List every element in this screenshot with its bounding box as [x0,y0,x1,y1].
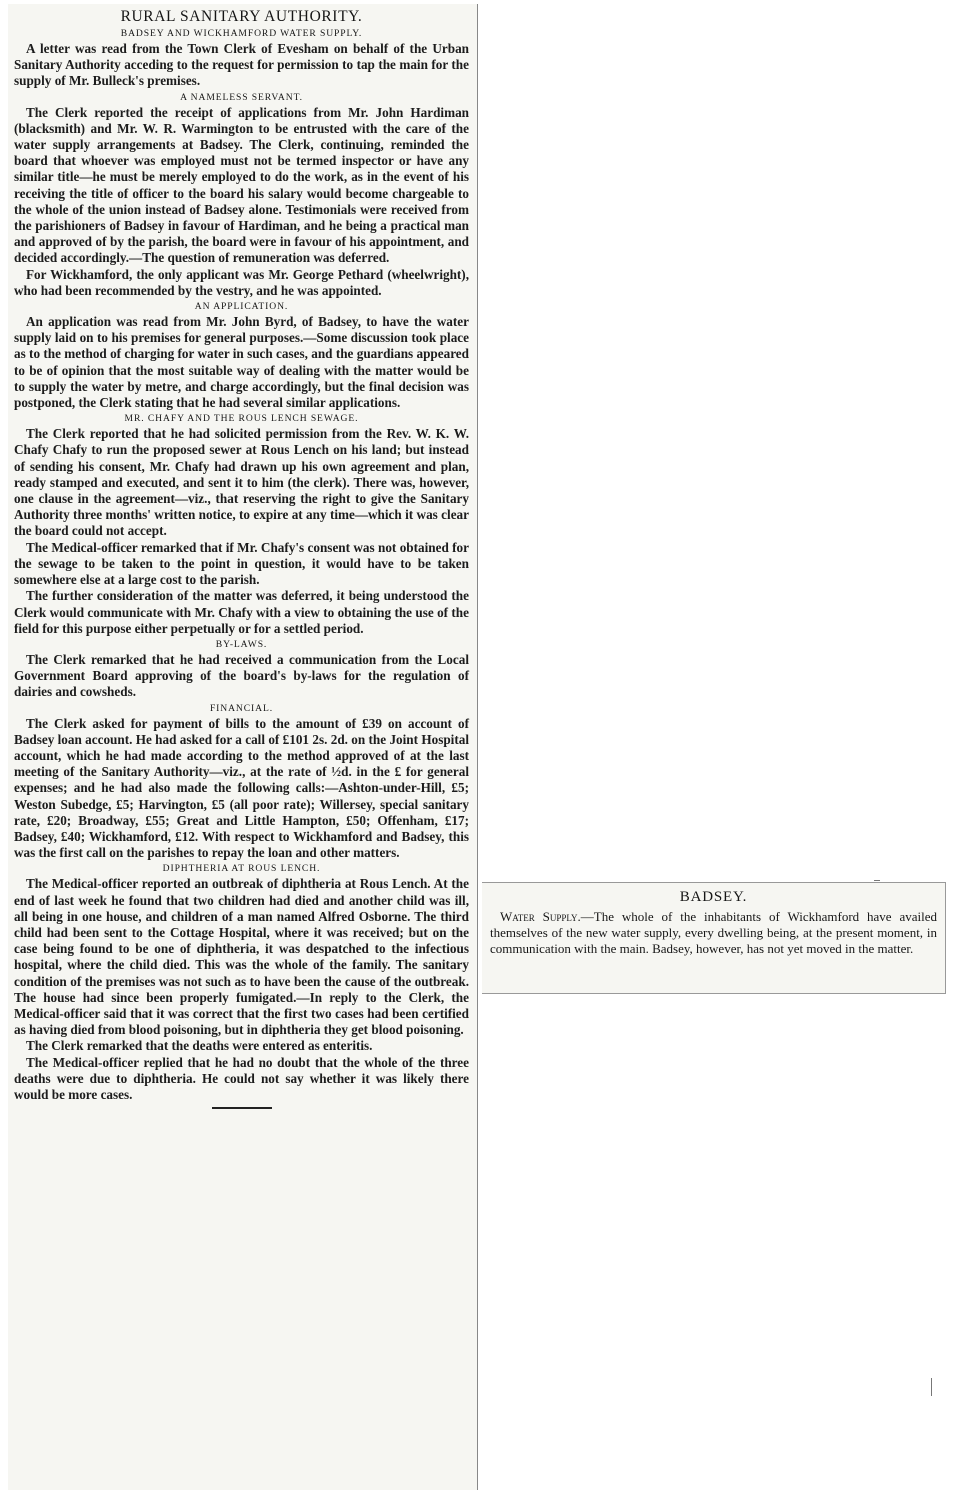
section-application [14,300,469,411]
section-rous-lench-sewage [14,412,469,637]
paragraph: The Clerk remarked that he had received a communication from the Local Government Board approving of the board's by-laws for the regulation of dairies and cowsheds. [14,651,469,700]
end-rule [212,1107,272,1109]
section-heading: BY-LAWS. [215,638,268,650]
section-heading: A NAMELESS SERVANT. [180,91,303,103]
article-title: BADSEY. [679,889,748,905]
section-heading: MR. CHAFY AND THE ROUS LENCH SEWAGE. [124,413,359,425]
paragraph: An application was read from Mr. John Byrd, of Badsey, to have the water supply laid on to his premises for general purposes.—Some discussion took place as to the method of charging for water in such cases, and the guardians appeared to be of opinion that the most suitable way of dealing with the matter would be to supply the water by metre, and charge accordingly, but the final decision was postponed, the Clerk stating that he had several similar applications. [14,314,469,411]
paragraph: For Wickhamford, the only applicant was Mr. George Pethard (wheelwright), who had been recommended by the vestry, and he was appointed. [14,266,469,298]
article-title: RURAL SANITARY AUTHORITY. [120,8,363,25]
paragraph-body: —The whole of the inhabitants of Wickhamford have availed themselves of the new water supply, every dwelling being, at the present moment, in communication with the main. Badsey, however, has not yet moved in the matter. [490,909,938,956]
paragraph: The Medical-officer replied that he had no doubt that the whole of the three deaths were due to diphtheria. He could not say whether it was likely there would be more cases. [14,1054,469,1102]
section-by-laws [14,638,469,701]
paragraph [490,909,937,957]
scan-speck [931,1378,932,1396]
paragraph: The further consideration of the matter was deferred, it being understood the Clerk would communicate with Mr. Chafy with a view to obtaining the use of the field for this purpose either perpetually or for a settled period. [14,588,469,636]
rural-sanitary-clipping [8,4,478,1490]
paragraph: The Clerk reported that he had solicited permission from the Rev. W. K. W. Chafy Chafy to run the proposed sewer at Rous Lench on his land; but instead of sending his consent, Mr. Chafy had drawn up his own agreement and plan, ready stamped and executed, and sent it to him (the clerk). There was, however, one clause in the agreement—viz., that reserving the right to give the Sanitary Authority three months' written notice, to expire at any time—which it was clear the board could not accept. [14,426,469,539]
section-heading: BADSEY AND WICKHAMFORD WATER SUPPLY. [120,28,363,39]
section-financial [14,702,469,862]
section-heading: AN APPLICATION. [194,301,289,313]
badsey-clipping [482,882,946,994]
paragraph: The Clerk remarked that the deaths were entered as enteritis. [26,1038,373,1054]
section-nameless-servant [14,91,469,299]
paragraph: A letter was read from the Town Clerk of Evesham on behalf of the Urban Sanitary Authority acceding to the request for permission to tap the main for the supply of Mr. Bulleck's premises. [14,41,469,89]
paragraph-lead: Water Supply. [500,909,581,924]
scan-speck [874,880,880,881]
section-heading: DIPHTHERIA AT ROUS LENCH. [162,863,321,875]
paragraph: The Clerk asked for payment of bills to the amount of £39 on account of Badsey loan account. He had asked for a call of £101 2s. 2d. on the Joint Hospital account, which he had made according to the method approved of at the last meeting of the Sanitary Authority—viz., at the rate of ½d. in the £ for general expenses; and he had also made the following calls:—Ashton-under-Hill, £5; Weston Subedge, £5; Harvington, £5 (all poor rate); Willersey, special sanitary rate, £20; Broadway, £55; Great and Little Hampton, £50; Offenham, £17; Badsey, £40; Wickhamford, £12. With respect to Wickhamford and Badsey, this was the first call on the parishes to repay the loan and other matters. [14,715,469,861]
paragraph: The Medical-officer remarked that if Mr. Chafy's consent was not obtained for the sewage to be taken to the point in question, it would have to be taken somewhere else at a large cost to the parish. [14,539,469,588]
section-diphtheria [14,862,469,1103]
section-water-supply [14,27,469,90]
section-heading: FINANCIAL. [209,702,274,714]
paragraph: The Clerk reported the receipt of applications from Mr. John Hardiman (blacksmith) and Mr. W. R. Warmington to be entrusted with the care of the water supply arrangements at Badsey. The Clerk, continuing, reminded the board that whoever was employed must not be termed inspector or have any similar title—he must be merely employed to do the work, as in the event of his receiving the title of officer to the board his salary would become chargeable to the whole of the union instead of Badsey alone. Testimonials were received from the parishioners of Badsey in favour of Hardiman, and he being a practical man and approved of by the parish, the board were in favour of his appointment, and decided accordingly.—The question of remuneration was deferred. [14,104,469,266]
paragraph: The Medical-officer reported an outbreak of diphtheria at Rous Lench. At the end of last week he found that two children had died and another child was ill, all being in one house, and children of a man named Alfred Osborne. The third child had been sent to the Cottage Hospital, where it was received; but on the case being found to be one of diphtheria, it was despatched to the infectious hospital, where the child died. This was the whole of the family. The sanitary condition of the premises was not such as to have been the cause of the outbreak. The house had since been properly fumigated.—In reply to the Clerk, the Medical-officer said that it was correct that the first two cases had been certified as having died from blood poisoning, but in diphtheria they get blood poisoning. [14,876,469,1038]
